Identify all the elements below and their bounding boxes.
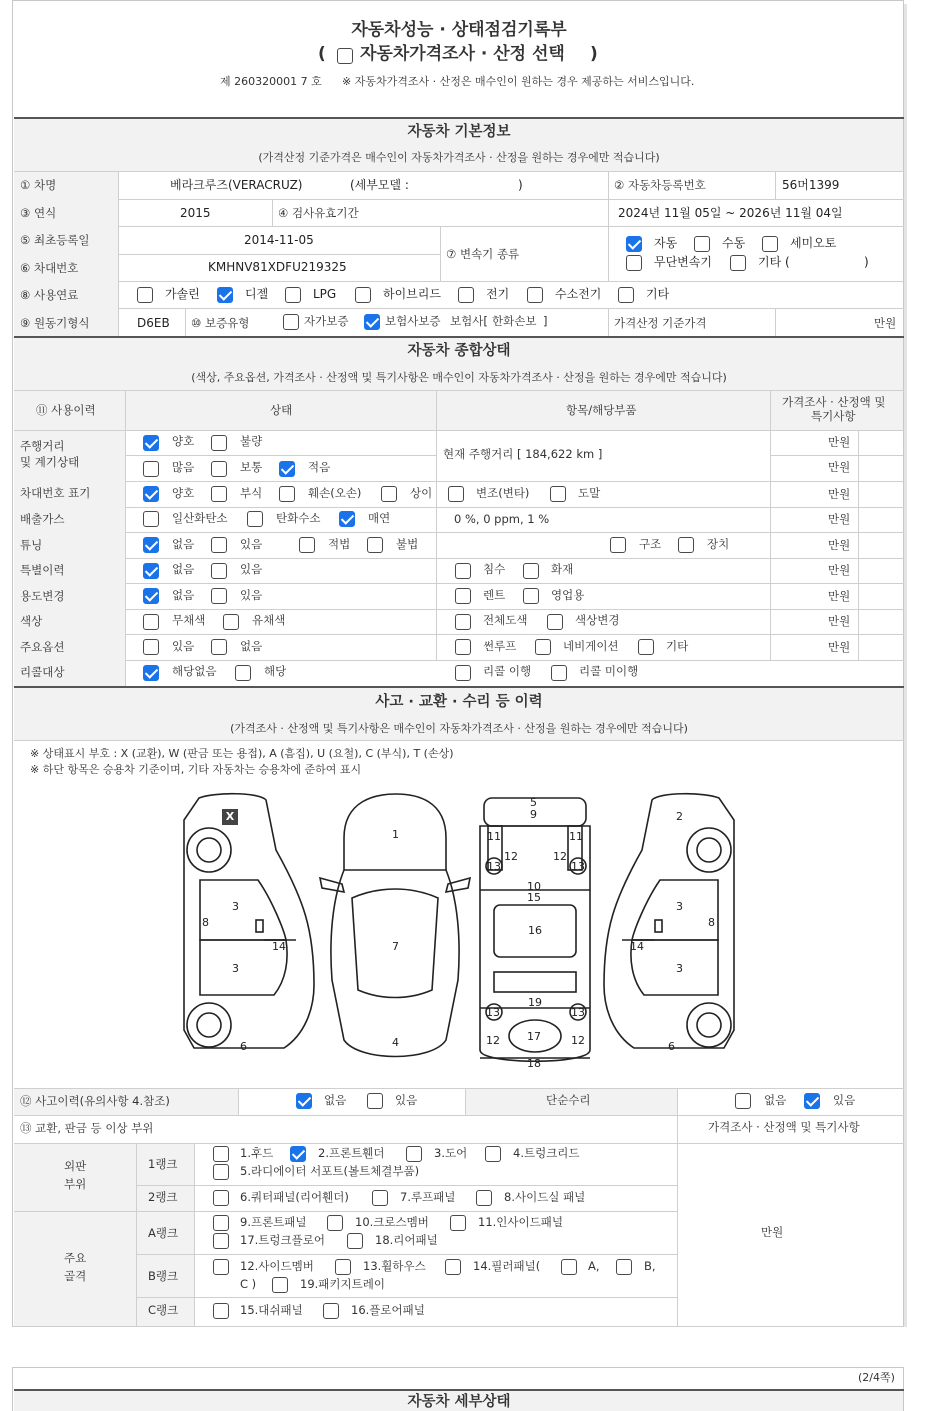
part-14a-checkbox[interactable] (561, 1259, 577, 1275)
part-8-label: 8.사이드실 패널 (504, 1190, 586, 1204)
options-price-unit: 만원 (828, 640, 851, 654)
accident-yes-checkbox[interactable] (367, 1093, 383, 1109)
part-17-checkbox[interactable] (213, 1233, 229, 1249)
vin-stolen-checkbox[interactable] (550, 486, 566, 502)
tuning-label: 튜닝 (20, 538, 43, 552)
label-column-bg (14, 172, 118, 336)
fuel-hybrid-label: 하이브리드 (383, 287, 441, 301)
usage-business-checkbox[interactable] (523, 588, 539, 604)
legend-line-2: ※ 하단 항목은 승용차 기준이며, 기타 자동차는 승용차에 준하여 표시 (30, 763, 362, 776)
special-flood-checkbox[interactable] (455, 563, 471, 579)
svg-text:14: 14 (272, 940, 286, 953)
simple-none-label: 없음 (764, 1093, 787, 1107)
tuning-structure-label: 구조 (639, 537, 662, 551)
vin-mismatch-checkbox[interactable] (381, 486, 397, 502)
svg-text:16: 16 (528, 924, 542, 937)
tuning-device-checkbox[interactable] (678, 537, 694, 553)
svg-text:8: 8 (708, 916, 715, 929)
part-2-label: 2.프론트휀더 (318, 1146, 385, 1160)
recall-applicable-label: 해당 (264, 664, 287, 678)
engine-label: ⑨ 원동기형식 (20, 316, 90, 330)
reg-no-value: 56머1399 (782, 178, 840, 192)
first-reg-value: 2014-11-05 (244, 233, 314, 247)
part-19-label: 19.패키지트레이 (300, 1277, 385, 1291)
svg-text:6: 6 (668, 1040, 675, 1053)
outer-label-2: 부위 (64, 1177, 87, 1191)
part-6-checkbox[interactable] (213, 1190, 229, 1206)
year-label: ③ 연식 (20, 206, 57, 220)
accident-title: 사고 · 교환 · 수리 등 이력 (375, 694, 543, 710)
form-title: 자동차성능 · 상태점검기록부 (351, 20, 567, 40)
price-survey-checkbox[interactable] (337, 48, 353, 64)
svg-text:6: 6 (240, 1040, 247, 1053)
svg-text:13: 13 (571, 1006, 585, 1019)
options-other-label: 기타 (666, 639, 689, 653)
col-history-header: ⑪ 사용이력 (36, 403, 96, 417)
fuel-label: ⑧ 사용연료 (20, 288, 79, 302)
part-10-checkbox[interactable] (327, 1215, 343, 1231)
vin-value: KMHNV81XDFU219325 (208, 260, 347, 274)
part-19-checkbox[interactable] (272, 1277, 288, 1293)
col-price-header-1: 가격조사 · 산정액 및 (782, 395, 886, 409)
part-3-checkbox[interactable] (406, 1146, 422, 1162)
mileage-few-checkbox[interactable] (279, 461, 295, 477)
usage-yes-checkbox[interactable] (211, 588, 227, 604)
part-14a-label: A, (588, 1259, 600, 1273)
parts-price-unit: 만원 (761, 1225, 784, 1239)
fuel-hydrogen-label: 수소전기 (555, 287, 602, 301)
col-items-header: 항목/해당부품 (566, 403, 637, 417)
svg-text:1: 1 (392, 828, 399, 841)
svg-text:10: 10 (527, 880, 541, 893)
svg-text:15: 15 (527, 891, 541, 904)
fuel-gasoline-checkbox[interactable] (137, 287, 153, 303)
mileage-many-checkbox[interactable] (143, 461, 159, 477)
svg-text:13: 13 (486, 1006, 500, 1019)
overall-note: (색상, 주요옵션, 가격조사 · 산정액 및 특기사항은 매수인이 자동차가격조사 · 산정을 원하는 경우에만 적습니다) (191, 371, 727, 384)
special-yes-label: 있음 (240, 562, 263, 576)
accident-note: (가격조사 · 산정액 및 특기사항은 매수인이 자동차가격조사 · 산정을 원하는 경우에만 적습니다) (230, 722, 688, 735)
gauge-good-label: 양호 (172, 434, 195, 448)
part-11-checkbox[interactable] (450, 1215, 466, 1231)
color-chromatic-label: 유채색 (252, 613, 286, 627)
part-15-checkbox[interactable] (213, 1303, 229, 1319)
options-sunroof-label: 썬루프 (483, 639, 517, 653)
mileage-label-2: 및 계기상태 (20, 455, 80, 469)
tuning-illegal-checkbox[interactable] (367, 537, 383, 553)
tuning-legal-label: 적법 (328, 537, 351, 551)
options-no-label: 없음 (240, 639, 263, 653)
mileage-normal-checkbox[interactable] (211, 461, 227, 477)
emission-co-label: 일산화탄소 (172, 511, 228, 525)
part-10-label: 10.크로스멤버 (355, 1215, 429, 1229)
insurer-label: 보험사[ (450, 314, 488, 328)
svg-text:7: 7 (392, 940, 399, 953)
tuning-device-label: 장치 (707, 537, 730, 551)
tuning-price-unit: 만원 (828, 538, 851, 552)
trans-manual-checkbox[interactable] (694, 236, 710, 252)
simple-yes-label: 있음 (833, 1093, 856, 1107)
svg-text:12: 12 (486, 1034, 500, 1047)
trans-manual-label: 수동 (722, 236, 746, 250)
tuning-legal-checkbox[interactable] (299, 537, 315, 553)
part-14c-label: C ) (240, 1277, 257, 1291)
special-none-checkbox[interactable] (143, 563, 159, 579)
special-none-label: 없음 (172, 562, 195, 576)
gauge-bad-checkbox[interactable] (211, 435, 227, 451)
color-label: 색상 (20, 614, 43, 628)
svg-text:13: 13 (487, 860, 501, 873)
gauge-good-checkbox[interactable] (143, 435, 159, 451)
vin-good-label: 양호 (172, 486, 195, 500)
base-price-unit: 만원 (874, 316, 897, 330)
options-yes-label: 있음 (172, 639, 195, 653)
usage-business-label: 영업용 (551, 588, 585, 602)
part-7-checkbox[interactable] (372, 1190, 388, 1206)
part-5-checkbox[interactable] (213, 1164, 229, 1180)
warranty-self-checkbox[interactable] (283, 314, 299, 330)
options-label: 주요옵션 (20, 640, 65, 654)
color-achromatic-checkbox[interactable] (143, 614, 159, 630)
vin-mark-label: 차대번호 표기 (20, 486, 91, 500)
subtitle-open-paren: ( (318, 44, 326, 64)
part-8-checkbox[interactable] (476, 1190, 492, 1206)
rank-a-label: A랭크 (148, 1226, 179, 1240)
mileage-current: 현재 주행거리 [ 184,622 km ] (443, 447, 603, 461)
svg-text:4: 4 (392, 1036, 399, 1049)
svg-text:11: 11 (569, 830, 583, 843)
part-1-checkbox[interactable] (213, 1146, 229, 1162)
vin-mismatch-label: 상이 (410, 486, 433, 500)
vin-label: ⑥ 차대번호 (20, 261, 79, 275)
fuel-other-label: 기타 (646, 287, 670, 301)
car-name-label: ① 차명 (20, 178, 57, 192)
svg-text:3: 3 (676, 900, 683, 913)
options-nav-label: 네비게이션 (563, 639, 619, 653)
part-18-checkbox[interactable] (347, 1233, 363, 1249)
part-4-label: 4.트렁크리드 (513, 1146, 580, 1160)
emission-smoke-checkbox[interactable] (339, 511, 355, 527)
part-9-checkbox[interactable] (213, 1215, 229, 1231)
warranty-insurance-checkbox[interactable] (364, 314, 380, 330)
fuel-diesel-checkbox[interactable] (217, 287, 233, 303)
vin-good-checkbox[interactable] (143, 486, 159, 502)
trans-cvt-label: 무단변속기 (654, 255, 712, 269)
color-price-unit: 만원 (828, 614, 851, 628)
special-flood-label: 침수 (483, 562, 506, 576)
usage-label: 용도변경 (20, 589, 65, 603)
special-yes-checkbox[interactable] (211, 563, 227, 579)
accident-none-label: 없음 (324, 1093, 347, 1107)
tuning-structure-checkbox[interactable] (610, 537, 626, 553)
usage-rent-label: 렌트 (483, 588, 506, 602)
base-price-label: 가격산정 기준가격 (614, 316, 707, 330)
part-12-label: 12.사이드멤버 (240, 1259, 314, 1273)
emission-co-checkbox[interactable] (143, 511, 159, 527)
service-note: ※ 자동차가격조사 · 산정은 매수인이 원하는 경우 제공하는 서비스입니다. (342, 75, 695, 88)
usage-rent-checkbox[interactable] (455, 588, 471, 604)
vehicle-parts-diagram (14, 780, 904, 1088)
part-14b-checkbox[interactable] (616, 1259, 632, 1275)
vin-corrosion-checkbox[interactable] (211, 486, 227, 502)
form-subtitle: 자동차가격조사 · 산정 선택 (360, 44, 565, 64)
color-change-label: 색상변경 (575, 613, 620, 627)
gauge-bad-label: 불량 (240, 434, 263, 448)
svg-text:11: 11 (487, 830, 501, 843)
usage-none-label: 없음 (172, 588, 195, 602)
vin-price-unit: 만원 (828, 487, 851, 501)
svg-text:17: 17 (527, 1030, 541, 1043)
subtitle-close-paren: ) (590, 44, 598, 64)
color-change-checkbox[interactable] (547, 614, 563, 630)
svg-text:8: 8 (202, 916, 209, 929)
tuning-illegal-label: 불법 (396, 537, 419, 551)
options-other-checkbox[interactable] (638, 639, 654, 655)
fuel-lpg-checkbox[interactable] (285, 287, 301, 303)
vin-stolen-label: 도말 (578, 486, 601, 500)
rank-2-label: 2랭크 (148, 1190, 178, 1204)
emission-hc-label: 탄화수소 (276, 511, 321, 525)
trans-semi-checkbox[interactable] (762, 236, 778, 252)
part-15-label: 15.대쉬패널 (240, 1303, 303, 1317)
part-13-label: 13.휠하우스 (363, 1259, 426, 1273)
emission-hc-checkbox[interactable] (247, 511, 263, 527)
accident-yes-label: 있음 (395, 1093, 418, 1107)
part-5-label: 5.라디에이터 서포트(볼트체결부품) (240, 1164, 420, 1178)
detail-status-title: 자동차 세부상태 (407, 1394, 511, 1410)
part-14-checkbox[interactable] (445, 1259, 461, 1275)
recall-done-checkbox[interactable] (455, 665, 471, 681)
accident-history-label: ⑫ 사고이력(유의사항 4.참조) (20, 1094, 170, 1108)
fuel-gasoline-label: 가솔린 (165, 287, 200, 301)
trans-other-checkbox[interactable] (730, 255, 746, 271)
part-14-label: 14.필러패널( (473, 1259, 541, 1273)
special-fire-label: 화재 (551, 562, 574, 576)
vin-modified-checkbox[interactable] (448, 486, 464, 502)
warranty-label: ⑩ 보증유형 (191, 316, 250, 330)
svg-text:12: 12 (504, 850, 518, 863)
trans-auto-label: 자동 (654, 236, 678, 250)
recall-na-label: 해당없음 (172, 664, 217, 678)
overall-title: 자동차 종합상태 (407, 343, 511, 359)
validity-label: ④ 검사유효기간 (278, 206, 359, 220)
trans-other-label: 기타 ( (758, 255, 790, 269)
tuning-yes-checkbox[interactable] (211, 537, 227, 553)
mileage-normal-label: 보통 (240, 460, 263, 474)
basic-info-note: (가격산정 기준가격은 매수인이 자동차가격조사 · 산정을 원하는 경우에만 적습니다) (258, 151, 660, 164)
svg-text:18: 18 (527, 1057, 541, 1070)
part-14b-label: B, (644, 1259, 656, 1273)
part-11-label: 11.인사이드패널 (478, 1215, 563, 1229)
fuel-diesel-label: 디젤 (245, 287, 269, 301)
warranty-self-label: 자가보증 (304, 314, 349, 328)
vin-corrosion-label: 부식 (240, 486, 263, 500)
col-status-header: 상태 (270, 403, 293, 417)
options-yes-checkbox[interactable] (143, 639, 159, 655)
mileage-label-1: 주행거리 (20, 439, 65, 453)
usage-none-checkbox[interactable] (143, 588, 159, 604)
part-9-label: 9.프론트패널 (240, 1215, 307, 1229)
trans-auto-checkbox[interactable] (626, 236, 642, 252)
mileage-many-label: 많음 (172, 460, 195, 474)
fuel-hybrid-checkbox[interactable] (355, 287, 371, 303)
recall-not-done-checkbox[interactable] (551, 665, 567, 681)
rank-b-label: B랭크 (148, 1269, 179, 1283)
part-13-checkbox[interactable] (335, 1259, 351, 1275)
col-price-header-2: 특기사항 (811, 409, 856, 423)
engine-value: D6EB (137, 316, 170, 330)
svg-text:12: 12 (553, 850, 567, 863)
options-no-checkbox[interactable] (211, 639, 227, 655)
simple-none-checkbox[interactable] (735, 1093, 751, 1109)
svg-text:19: 19 (528, 996, 542, 1009)
part-17-label: 17.트렁크플로어 (240, 1233, 325, 1247)
document-number: 제 260320001 7 호 (220, 75, 322, 88)
special-fire-checkbox[interactable] (523, 563, 539, 579)
exchange-price-note: 가격조사 · 산정액 및 특기사항 (708, 1120, 860, 1134)
recall-not-done-label: 리콜 미이행 (579, 664, 639, 678)
fuel-other-checkbox[interactable] (618, 287, 634, 303)
trans-semi-label: 세미오토 (790, 236, 837, 250)
part-16-label: 16.플로어패널 (351, 1303, 425, 1317)
options-sunroof-checkbox[interactable] (455, 639, 471, 655)
transmission-label: ⑦ 변속기 종류 (446, 247, 520, 261)
part-12-checkbox[interactable] (213, 1259, 229, 1275)
insurer-value: 한화손보 (492, 314, 537, 328)
fuel-electric-label: 전기 (486, 287, 510, 301)
color-full-checkbox[interactable] (455, 614, 471, 630)
vin-modified-label: 변조(변타) (476, 486, 530, 500)
car-name-value: 베라크루즈(VERACRUZ) (170, 178, 303, 192)
basic-info-title: 자동차 기본정보 (407, 124, 511, 140)
fuel-lpg-label: LPG (313, 287, 337, 301)
part-16-checkbox[interactable] (323, 1303, 339, 1319)
simple-repair-label: 단순수리 (546, 1093, 591, 1107)
trans-cvt-checkbox[interactable] (626, 255, 642, 271)
recall-applicable-checkbox[interactable] (235, 665, 251, 681)
detail-model-close: ) (518, 178, 523, 192)
recall-na-checkbox[interactable] (143, 665, 159, 681)
mileage-few-label: 적음 (308, 460, 331, 474)
trans-other-close: ) (864, 255, 869, 269)
exchange-label: ⑬ 교환, 판금 등 이상 부위 (20, 1121, 154, 1135)
emission-smoke-label: 매연 (368, 511, 391, 525)
accident-none-checkbox[interactable] (296, 1093, 312, 1109)
fuel-electric-checkbox[interactable] (458, 287, 474, 303)
tuning-yes-label: 있음 (240, 537, 263, 551)
tuning-none-label: 없음 (172, 537, 195, 551)
special-price-unit: 만원 (828, 563, 851, 577)
usage-price-unit: 만원 (828, 589, 851, 603)
options-nav-checkbox[interactable] (535, 639, 551, 655)
special-label: 특별이력 (20, 563, 65, 577)
svg-text:5: 5 (530, 796, 537, 809)
part-4-checkbox[interactable] (485, 1146, 501, 1162)
svg-text:13: 13 (571, 860, 585, 873)
vin-damage-checkbox[interactable] (279, 486, 295, 502)
color-achromatic-label: 무채색 (172, 613, 206, 627)
svg-text:14: 14 (630, 940, 644, 953)
svg-text:12: 12 (571, 1034, 585, 1047)
svg-text:3: 3 (232, 962, 239, 975)
first-reg-label: ⑤ 최초등록일 (20, 233, 90, 247)
part-3-label: 3.도어 (434, 1146, 468, 1160)
insurer-close: ] (543, 314, 548, 328)
part-2-checkbox[interactable] (290, 1146, 306, 1162)
recall-label: 리콜대상 (20, 665, 65, 679)
page-shadow (904, 4, 907, 1327)
emission-price-unit: 만원 (828, 512, 851, 526)
outer-label-1: 외판 (64, 1159, 87, 1173)
rank-1-label: 1랭크 (148, 1157, 178, 1171)
simple-yes-checkbox[interactable] (804, 1093, 820, 1109)
detail-model-label: (세부모델 : (350, 178, 409, 192)
frame-label-2: 골격 (64, 1269, 87, 1283)
part-1-label: 1.후드 (240, 1146, 274, 1160)
emission-values: 0 %, 0 ppm, 1 % (454, 512, 550, 526)
mileage-price-unit-2: 만원 (828, 460, 851, 474)
page-number: (2/4쪽) (858, 1371, 895, 1384)
color-chromatic-checkbox[interactable] (223, 614, 239, 630)
warranty-insurance-label: 보험사보증 (385, 314, 441, 328)
mileage-price-unit-1: 만원 (828, 435, 851, 449)
part-6-label: 6.쿼터패널(리어휀더) (240, 1190, 349, 1204)
validity-value: 2024년 11월 05일 ~ 2026년 11월 04일 (618, 206, 843, 220)
vin-damage-label: 훼손(오손) (308, 486, 362, 500)
svg-text:3: 3 (676, 962, 683, 975)
color-full-label: 전체도색 (483, 613, 528, 627)
svg-text:2: 2 (676, 810, 683, 823)
frame-label-1: 주요 (64, 1251, 87, 1265)
legend-line-1: ※ 상태표시 부호 : X (교환), W (판금 또는 용접), A (흠집), U (요철), C (부식), T (손상) (30, 747, 454, 760)
usage-yes-label: 있음 (240, 588, 263, 602)
exchange-mark-x: X (222, 809, 238, 825)
part-18-label: 18.리어패널 (375, 1233, 438, 1247)
fuel-hydrogen-checkbox[interactable] (527, 287, 543, 303)
svg-text:3: 3 (232, 900, 239, 913)
recall-done-label: 리콜 이행 (483, 664, 532, 678)
part-7-label: 7.루프패널 (400, 1190, 456, 1204)
tuning-none-checkbox[interactable] (143, 537, 159, 553)
reg-no-label: ② 자동차등록번호 (614, 178, 706, 192)
emission-label: 배출가스 (20, 512, 65, 526)
svg-text:9: 9 (530, 808, 537, 821)
rank-c-label: C랭크 (148, 1303, 179, 1317)
year-value: 2015 (180, 206, 211, 220)
